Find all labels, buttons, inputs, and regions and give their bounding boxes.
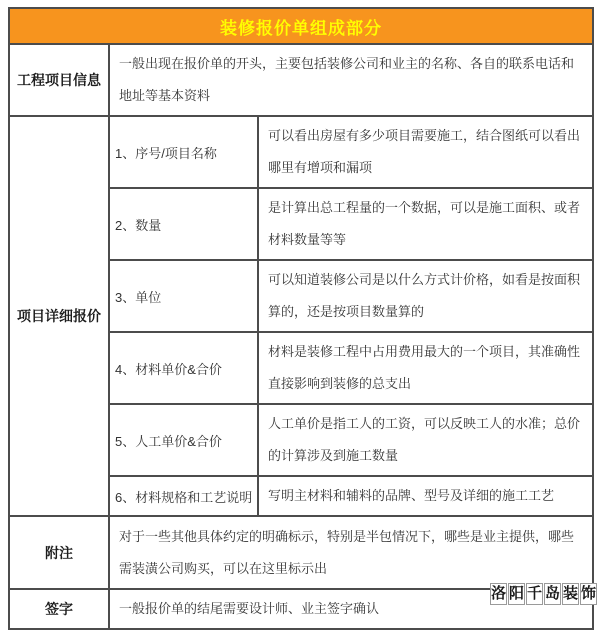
detail-item-5-desc: 人工单价是指工人的工资，可以反映工人的水准；总价的计算涉及到施工数量 — [258, 404, 593, 476]
detail-item-3-label: 3、单位 — [109, 260, 258, 332]
project-info-label: 工程项目信息 — [9, 44, 109, 116]
detail-item-4-desc: 材料是装修工程中占用费用最大的一个项目，其准确性直接影响到装修的总支出 — [258, 332, 593, 404]
table-title: 装修报价单组成部分 — [9, 8, 593, 44]
detail-item-4-label: 4、材料单价&合价 — [109, 332, 258, 404]
watermark-char: 饰 — [580, 583, 597, 605]
watermark-char: 岛 — [544, 583, 561, 605]
watermark-luoyang-qiandao — [490, 583, 597, 605]
detail-item-6-label: 6、材料规格和工艺说明 — [109, 476, 258, 516]
watermark-char: 千 — [526, 583, 543, 605]
detail-item-1-desc: 可以看出房屋有多少项目需要施工，结合图纸可以看出哪里有增项和漏项 — [258, 116, 593, 188]
signature-label: 签字 — [9, 589, 109, 629]
detail-section-label: 项目详细报价 — [9, 116, 109, 516]
watermark-char: 阳 — [508, 583, 525, 605]
renovation-quote-table — [8, 7, 594, 630]
detail-item-2-desc: 是计算出总工程量的一个数据，可以是施工面积、或者材料数量等等 — [258, 188, 593, 260]
notes-label: 附注 — [9, 516, 109, 589]
detail-item-5-label: 5、人工单价&合价 — [109, 404, 258, 476]
watermark-char: 装 — [562, 583, 579, 605]
detail-item-6-desc: 写明主材料和辅料的品牌、型号及详细的施工工艺 — [258, 476, 593, 516]
row-detail-item-1 — [9, 116, 593, 188]
detail-item-1-label: 1、序号/项目名称 — [109, 116, 258, 188]
table-header-row — [9, 8, 593, 44]
watermark-char: 洛 — [490, 583, 507, 605]
detail-item-3-desc: 可以知道装修公司是以什么方式计价格，如看是按面积算的，还是按项目数量算的 — [258, 260, 593, 332]
row-project-info — [9, 44, 593, 116]
detail-item-2-label: 2、数量 — [109, 188, 258, 260]
row-notes — [9, 516, 593, 589]
signature-desc: 一般报价单的结尾需要设计师、业主签字确认 — [109, 589, 593, 629]
project-info-desc: 一般出现在报价单的开头，主要包括装修公司和业主的名称、各自的联系电话和地址等基本资料 — [109, 44, 593, 116]
notes-desc: 对于一些其他具体约定的明确标示，特别是半包情况下，哪些是业主提供，哪些需装潢公司购买，可以在这里标示出 — [109, 516, 593, 589]
